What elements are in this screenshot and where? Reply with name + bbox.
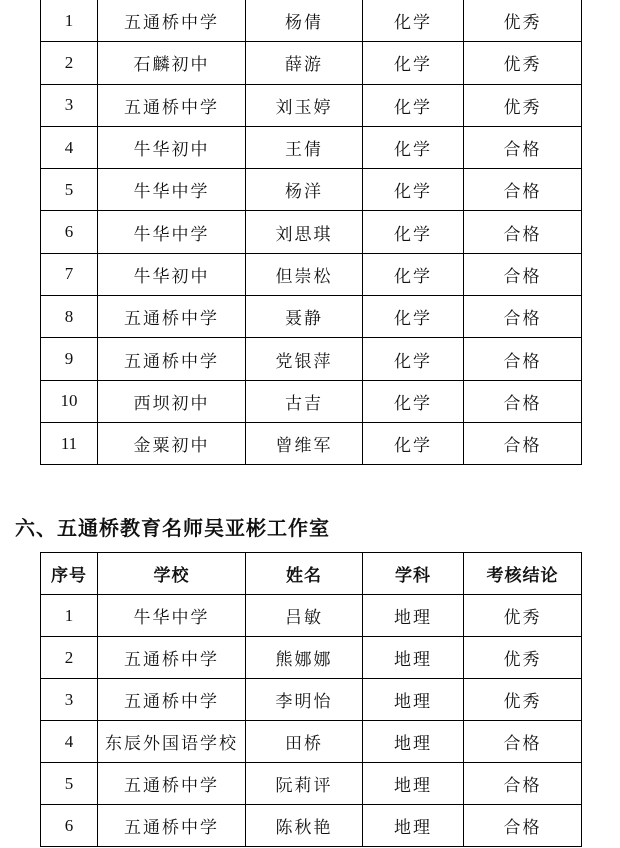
row-number-cell: 1 bbox=[41, 0, 98, 42]
row-number-cell: 8 bbox=[41, 296, 98, 338]
name-cell: 杨洋 bbox=[246, 169, 363, 211]
result-cell: 优秀 bbox=[464, 42, 582, 84]
subject-cell: 地理 bbox=[363, 637, 464, 679]
table-row bbox=[41, 679, 582, 721]
name-cell: 曾维军 bbox=[246, 422, 363, 464]
school-cell: 牛华初中 bbox=[98, 253, 246, 295]
table-row bbox=[41, 721, 582, 763]
result-cell: 优秀 bbox=[464, 84, 582, 126]
subject-cell: 化学 bbox=[363, 84, 464, 126]
table-row bbox=[41, 84, 582, 126]
result-cell: 合格 bbox=[464, 422, 582, 464]
school-cell: 五通桥中学 bbox=[98, 84, 246, 126]
table-row bbox=[41, 211, 582, 253]
school-cell: 牛华中学 bbox=[98, 211, 246, 253]
result-cell: 合格 bbox=[464, 169, 582, 211]
subject-cell: 化学 bbox=[363, 380, 464, 422]
school-cell: 牛华中学 bbox=[98, 595, 246, 637]
table-row bbox=[41, 805, 582, 847]
table-row bbox=[41, 169, 582, 211]
row-number-cell: 7 bbox=[41, 253, 98, 295]
table-row bbox=[41, 0, 582, 42]
name-cell: 刘玉婷 bbox=[246, 84, 363, 126]
table-row bbox=[41, 253, 582, 295]
table-body bbox=[41, 0, 582, 465]
row-number-cell: 5 bbox=[41, 169, 98, 211]
row-number-cell: 1 bbox=[41, 595, 98, 637]
subject-cell: 化学 bbox=[363, 169, 464, 211]
row-number-cell: 3 bbox=[41, 679, 98, 721]
table-row bbox=[41, 42, 582, 84]
name-cell: 熊娜娜 bbox=[246, 637, 363, 679]
school-cell: 五通桥中学 bbox=[98, 679, 246, 721]
geography-results-table bbox=[40, 552, 582, 847]
subject-cell: 地理 bbox=[363, 679, 464, 721]
school-cell: 五通桥中学 bbox=[98, 805, 246, 847]
name-cell: 李明怡 bbox=[246, 679, 363, 721]
row-number-cell: 4 bbox=[41, 126, 98, 168]
school-cell: 五通桥中学 bbox=[98, 637, 246, 679]
result-cell: 合格 bbox=[464, 763, 582, 805]
row-number-cell: 11 bbox=[41, 422, 98, 464]
table-row bbox=[41, 338, 582, 380]
row-number-cell: 4 bbox=[41, 721, 98, 763]
name-cell: 王倩 bbox=[246, 126, 363, 168]
row-number-cell: 6 bbox=[41, 805, 98, 847]
table-row bbox=[41, 763, 582, 805]
name-cell: 陈秋艳 bbox=[246, 805, 363, 847]
name-cell: 薛游 bbox=[246, 42, 363, 84]
subject-cell: 地理 bbox=[363, 721, 464, 763]
school-cell: 东辰外国语学校 bbox=[98, 721, 246, 763]
subject-cell: 化学 bbox=[363, 211, 464, 253]
result-cell: 合格 bbox=[464, 338, 582, 380]
result-cell: 合格 bbox=[464, 805, 582, 847]
column-header-subject: 学科 bbox=[363, 553, 464, 595]
table-row bbox=[41, 126, 582, 168]
school-cell: 石麟初中 bbox=[98, 42, 246, 84]
chemistry-results-table bbox=[40, 0, 582, 465]
result-cell: 合格 bbox=[464, 296, 582, 338]
result-cell: 合格 bbox=[464, 126, 582, 168]
row-number-cell: 10 bbox=[41, 380, 98, 422]
row-number-cell: 2 bbox=[41, 637, 98, 679]
name-cell: 杨倩 bbox=[246, 0, 363, 42]
result-cell: 优秀 bbox=[464, 0, 582, 42]
table-row bbox=[41, 637, 582, 679]
result-cell: 优秀 bbox=[464, 637, 582, 679]
column-header-number: 序号 bbox=[41, 553, 98, 595]
row-number-cell: 5 bbox=[41, 763, 98, 805]
result-cell: 合格 bbox=[464, 380, 582, 422]
school-cell: 西坝初中 bbox=[98, 380, 246, 422]
name-cell: 党银萍 bbox=[246, 338, 363, 380]
column-header-school: 学校 bbox=[98, 553, 246, 595]
name-cell: 刘思琪 bbox=[246, 211, 363, 253]
table-row bbox=[41, 422, 582, 464]
section-heading: 六、五通桥教育名师吴亚彬工作室 bbox=[15, 516, 330, 540]
column-header-result: 考核结论 bbox=[464, 553, 582, 595]
column-header-name: 姓名 bbox=[246, 553, 363, 595]
table-header bbox=[41, 553, 582, 595]
result-cell: 合格 bbox=[464, 253, 582, 295]
table-body bbox=[41, 595, 582, 847]
row-number-cell: 2 bbox=[41, 42, 98, 84]
subject-cell: 化学 bbox=[363, 42, 464, 84]
name-cell: 阮莉评 bbox=[246, 763, 363, 805]
row-number-cell: 9 bbox=[41, 338, 98, 380]
result-cell: 合格 bbox=[464, 211, 582, 253]
school-cell: 五通桥中学 bbox=[98, 338, 246, 380]
result-cell: 优秀 bbox=[464, 595, 582, 637]
name-cell: 但崇松 bbox=[246, 253, 363, 295]
name-cell: 田桥 bbox=[246, 721, 363, 763]
name-cell: 吕敏 bbox=[246, 595, 363, 637]
school-cell: 金粟初中 bbox=[98, 422, 246, 464]
subject-cell: 地理 bbox=[363, 763, 464, 805]
name-cell: 古吉 bbox=[246, 380, 363, 422]
school-cell: 牛华中学 bbox=[98, 169, 246, 211]
subject-cell: 化学 bbox=[363, 422, 464, 464]
result-cell: 优秀 bbox=[464, 679, 582, 721]
name-cell: 聂静 bbox=[246, 296, 363, 338]
result-cell: 合格 bbox=[464, 721, 582, 763]
table-row bbox=[41, 296, 582, 338]
subject-cell: 化学 bbox=[363, 0, 464, 42]
table-row bbox=[41, 380, 582, 422]
school-cell: 牛华初中 bbox=[98, 126, 246, 168]
school-cell: 五通桥中学 bbox=[98, 296, 246, 338]
subject-cell: 化学 bbox=[363, 338, 464, 380]
subject-cell: 化学 bbox=[363, 253, 464, 295]
school-cell: 五通桥中学 bbox=[98, 0, 246, 42]
school-cell: 五通桥中学 bbox=[98, 763, 246, 805]
subject-cell: 地理 bbox=[363, 805, 464, 847]
row-number-cell: 3 bbox=[41, 84, 98, 126]
header-row bbox=[41, 553, 582, 595]
subject-cell: 化学 bbox=[363, 126, 464, 168]
subject-cell: 化学 bbox=[363, 296, 464, 338]
table-row bbox=[41, 595, 582, 637]
subject-cell: 地理 bbox=[363, 595, 464, 637]
row-number-cell: 6 bbox=[41, 211, 98, 253]
